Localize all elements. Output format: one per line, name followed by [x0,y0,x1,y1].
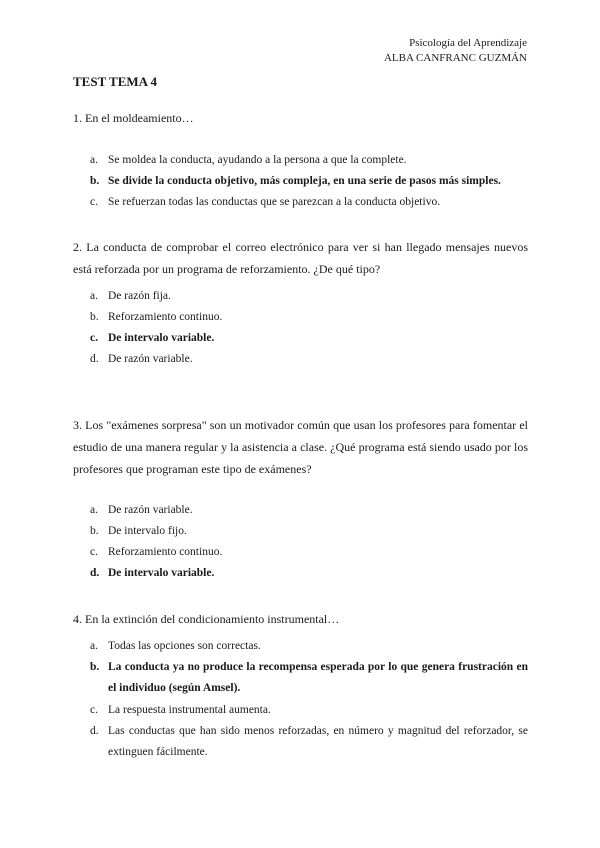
option-text: De razón fija. [108,290,171,302]
option-letter: b. [90,661,100,673]
option-text: De intervalo fijo. [108,525,187,537]
q2-option-b [90,307,528,328]
option-letter: a. [90,154,98,166]
option-letter: d. [90,725,99,737]
q1-option-c [90,192,528,213]
option-text: Reforzamiento continuo. [108,546,223,558]
option-letter: c. [90,332,98,344]
option-letter: b. [90,175,100,187]
q2-option-c [90,328,528,349]
option-text: La respuesta instrumental aumenta. [108,704,271,716]
q3-option-d [90,563,528,584]
option-letter: a. [90,640,98,652]
option-text: La conducta ya no produce la recompensa esperada por lo que genera frustración en el individuo (según Amsel). [108,661,528,694]
option-text: De razón variable. [108,353,193,365]
q4-option-b [90,657,528,699]
q3-option-c [90,542,528,563]
q1-option-a [90,150,528,171]
option-letter: d. [90,353,99,365]
document-title: TEST TEMA 4 [73,74,158,89]
option-text: Todas las opciones son correctas. [108,640,261,652]
option-text: Se divide la conducta objetivo, más compleja, en una serie de pasos más simples. [108,175,501,187]
q3-option-a [90,500,528,521]
option-letter: c. [90,704,98,716]
option-letter: c. [90,546,98,558]
q4-option-c [90,700,528,721]
option-text: Se refuerzan todas las conductas que se parezcan a la conducta objetivo. [108,196,441,208]
q4-option-d [90,721,528,763]
option-letter: a. [90,504,98,516]
option-letter: b. [90,525,99,537]
option-text: De intervalo variable. [108,332,215,344]
option-letter: d. [90,567,100,579]
option-text: De razón variable. [108,504,193,516]
q4-option-a [90,636,528,657]
header-subject: Psicología del Aprendizaje [409,37,527,49]
q2-option-d [90,349,528,370]
question-2: 2. La conducta de comprobar el correo electrónico para ver si han llegado mensajes nuevos está reforzada por un programa de reforzamiento. ¿De qué tipo? [73,240,528,276]
question-3: 3. Los "exámenes sorpresa" son un motivador común que usan los profesores para fomentar el estudio de una manera regular y la asistencia a clase. ¿Qué programa está siendo usado por los profesores que programan este tipo de exámenes? [73,418,528,476]
option-text: Las conductas que han sido menos reforzadas, en número y magnitud del reforzador, se extinguen fácilmente. [108,725,528,758]
option-letter: b. [90,311,99,323]
q3-option-b [90,521,528,542]
q2-option-a [90,286,528,307]
option-letter: c. [90,196,98,208]
header-author: ALBA CANFRANC GUZMÁN [383,52,527,64]
option-letter: a. [90,290,98,302]
question-1: 1. En el moldeamiento… [73,111,194,125]
option-text: Reforzamiento continuo. [108,311,223,323]
option-text: De intervalo variable. [108,567,215,579]
q1-option-b [90,171,528,192]
option-text: Se moldea la conducta, ayudando a la persona a que la complete. [108,154,407,166]
question-4: 4. En la extinción del condicionamiento instrumental… [73,612,340,626]
